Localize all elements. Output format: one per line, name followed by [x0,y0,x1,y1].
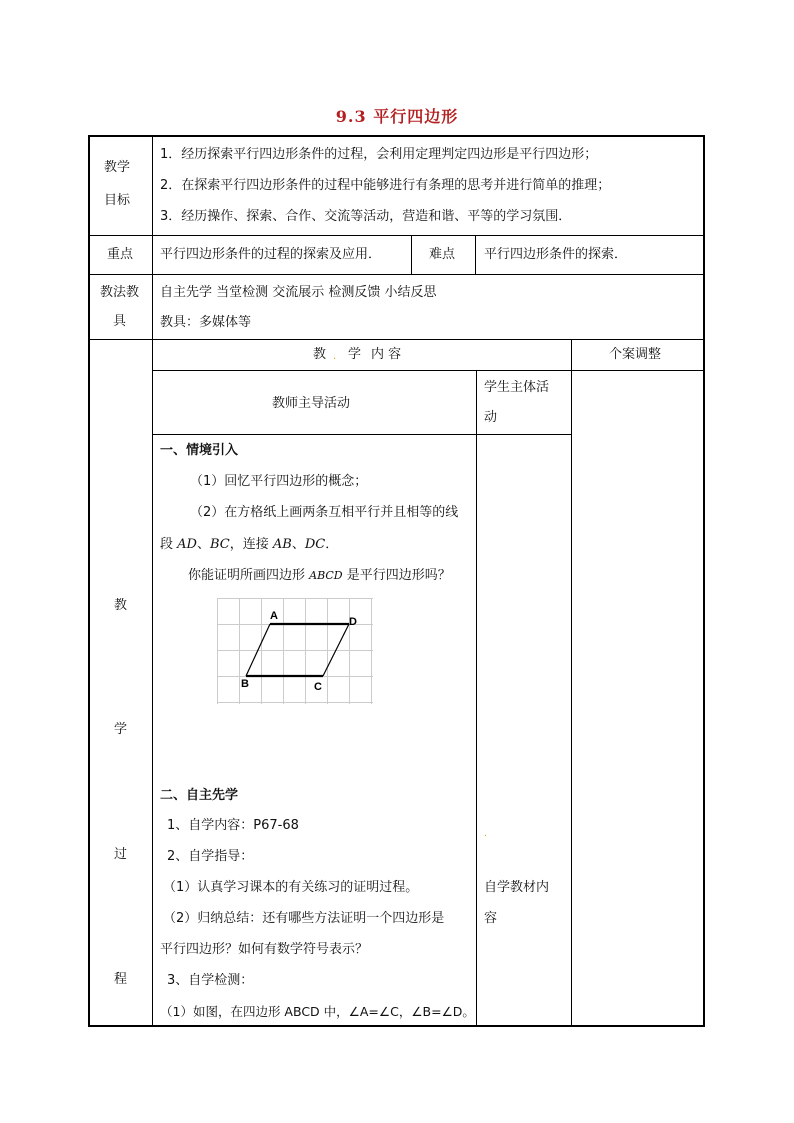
page-title: 9.3 平行四边形 [335,107,459,126]
student-activity-header-2: 动 [484,410,498,425]
goals-label-2: 目标 [104,193,131,208]
section2-line-7: （1）如图，在四边形 ABCD 中，∠A=∠C，∠B=∠D。 [160,1004,475,1019]
teaching-aids-text: 教具：多媒体等 [160,315,252,330]
focus-label: 重点 [107,247,134,262]
student-note-1: 自学教材内 [484,880,550,895]
process-label-char-4: 程 [114,972,128,987]
focus-text: 平行四边形条件的过程的探索及应用． [160,247,382,262]
section2-line-6: 3、自学检测： [167,973,254,988]
parallelogram-figure [217,598,373,704]
goal-item-1: 1．经历探索平行四边形条件的过程，会利用定理判定四边形是平行四边形； [160,147,598,162]
section1-question: 你能证明所画四边形 ABCD 是平行四边形吗？ [188,568,451,583]
student-note-2: 容 [484,911,498,926]
method-label-2: 具 [113,314,127,329]
teacher-activity-header: 教师主导活动 [272,396,351,411]
section2-line-5: 平行四边形？如何有数学符号表示？ [160,942,369,957]
vertex-label-b: B [241,678,249,690]
section1-heading: 一、情境引入 [160,443,239,458]
section2-line-2: 2、自学指导： [167,849,254,864]
section1-p2: （2）在方格纸上画两条互相平行并且相等的线 [190,505,459,520]
section2-line-4: （2）归纳总结：还有哪些方法证明一个四边形是 [163,911,445,926]
goal-item-3: 3．经历操作、探索、合作、交流等活动，营造和谐、平等的学习氛围． [160,209,572,224]
difficulty-text: 平行四边形条件的探索． [484,247,628,262]
case-adjust-header: 个案调整 [609,347,662,362]
difficulty-label: 难点 [429,247,456,262]
section2-line-3: （1）认真学习课本的有关练习的证明过程。 [163,880,419,895]
goals-label-1: 教学 [104,160,131,175]
method-label-1: 教法教 [100,285,140,300]
vertex-label-a: A [270,610,278,622]
student-activity-header-1: 学生主体活 [484,380,550,395]
goal-item-2: 2．在探索平行四边形条件的过程中能够进行有条理的思考并进行简单的推理； [160,178,611,193]
vertex-label-c: C [314,681,322,693]
section2-heading: 二、自主先学 [160,788,239,803]
section1-p3: 段 AD、BC，连接 AB、DC． [160,537,339,552]
vertex-label-d: D [349,616,357,628]
method-text: 自主先学 当堂检测 交流展示 检测反馈 小结反思 [160,285,437,300]
process-label-char-3: 过 [114,847,128,862]
section2-line-1: 1、自学内容：P67-68 [167,818,299,833]
section1-p1: （1）回忆平行四边形的概念； [190,474,368,489]
process-label-char-2: 学 [114,722,128,737]
decorative-dot: . [484,829,487,839]
process-label-char-1: 教 [114,598,128,613]
